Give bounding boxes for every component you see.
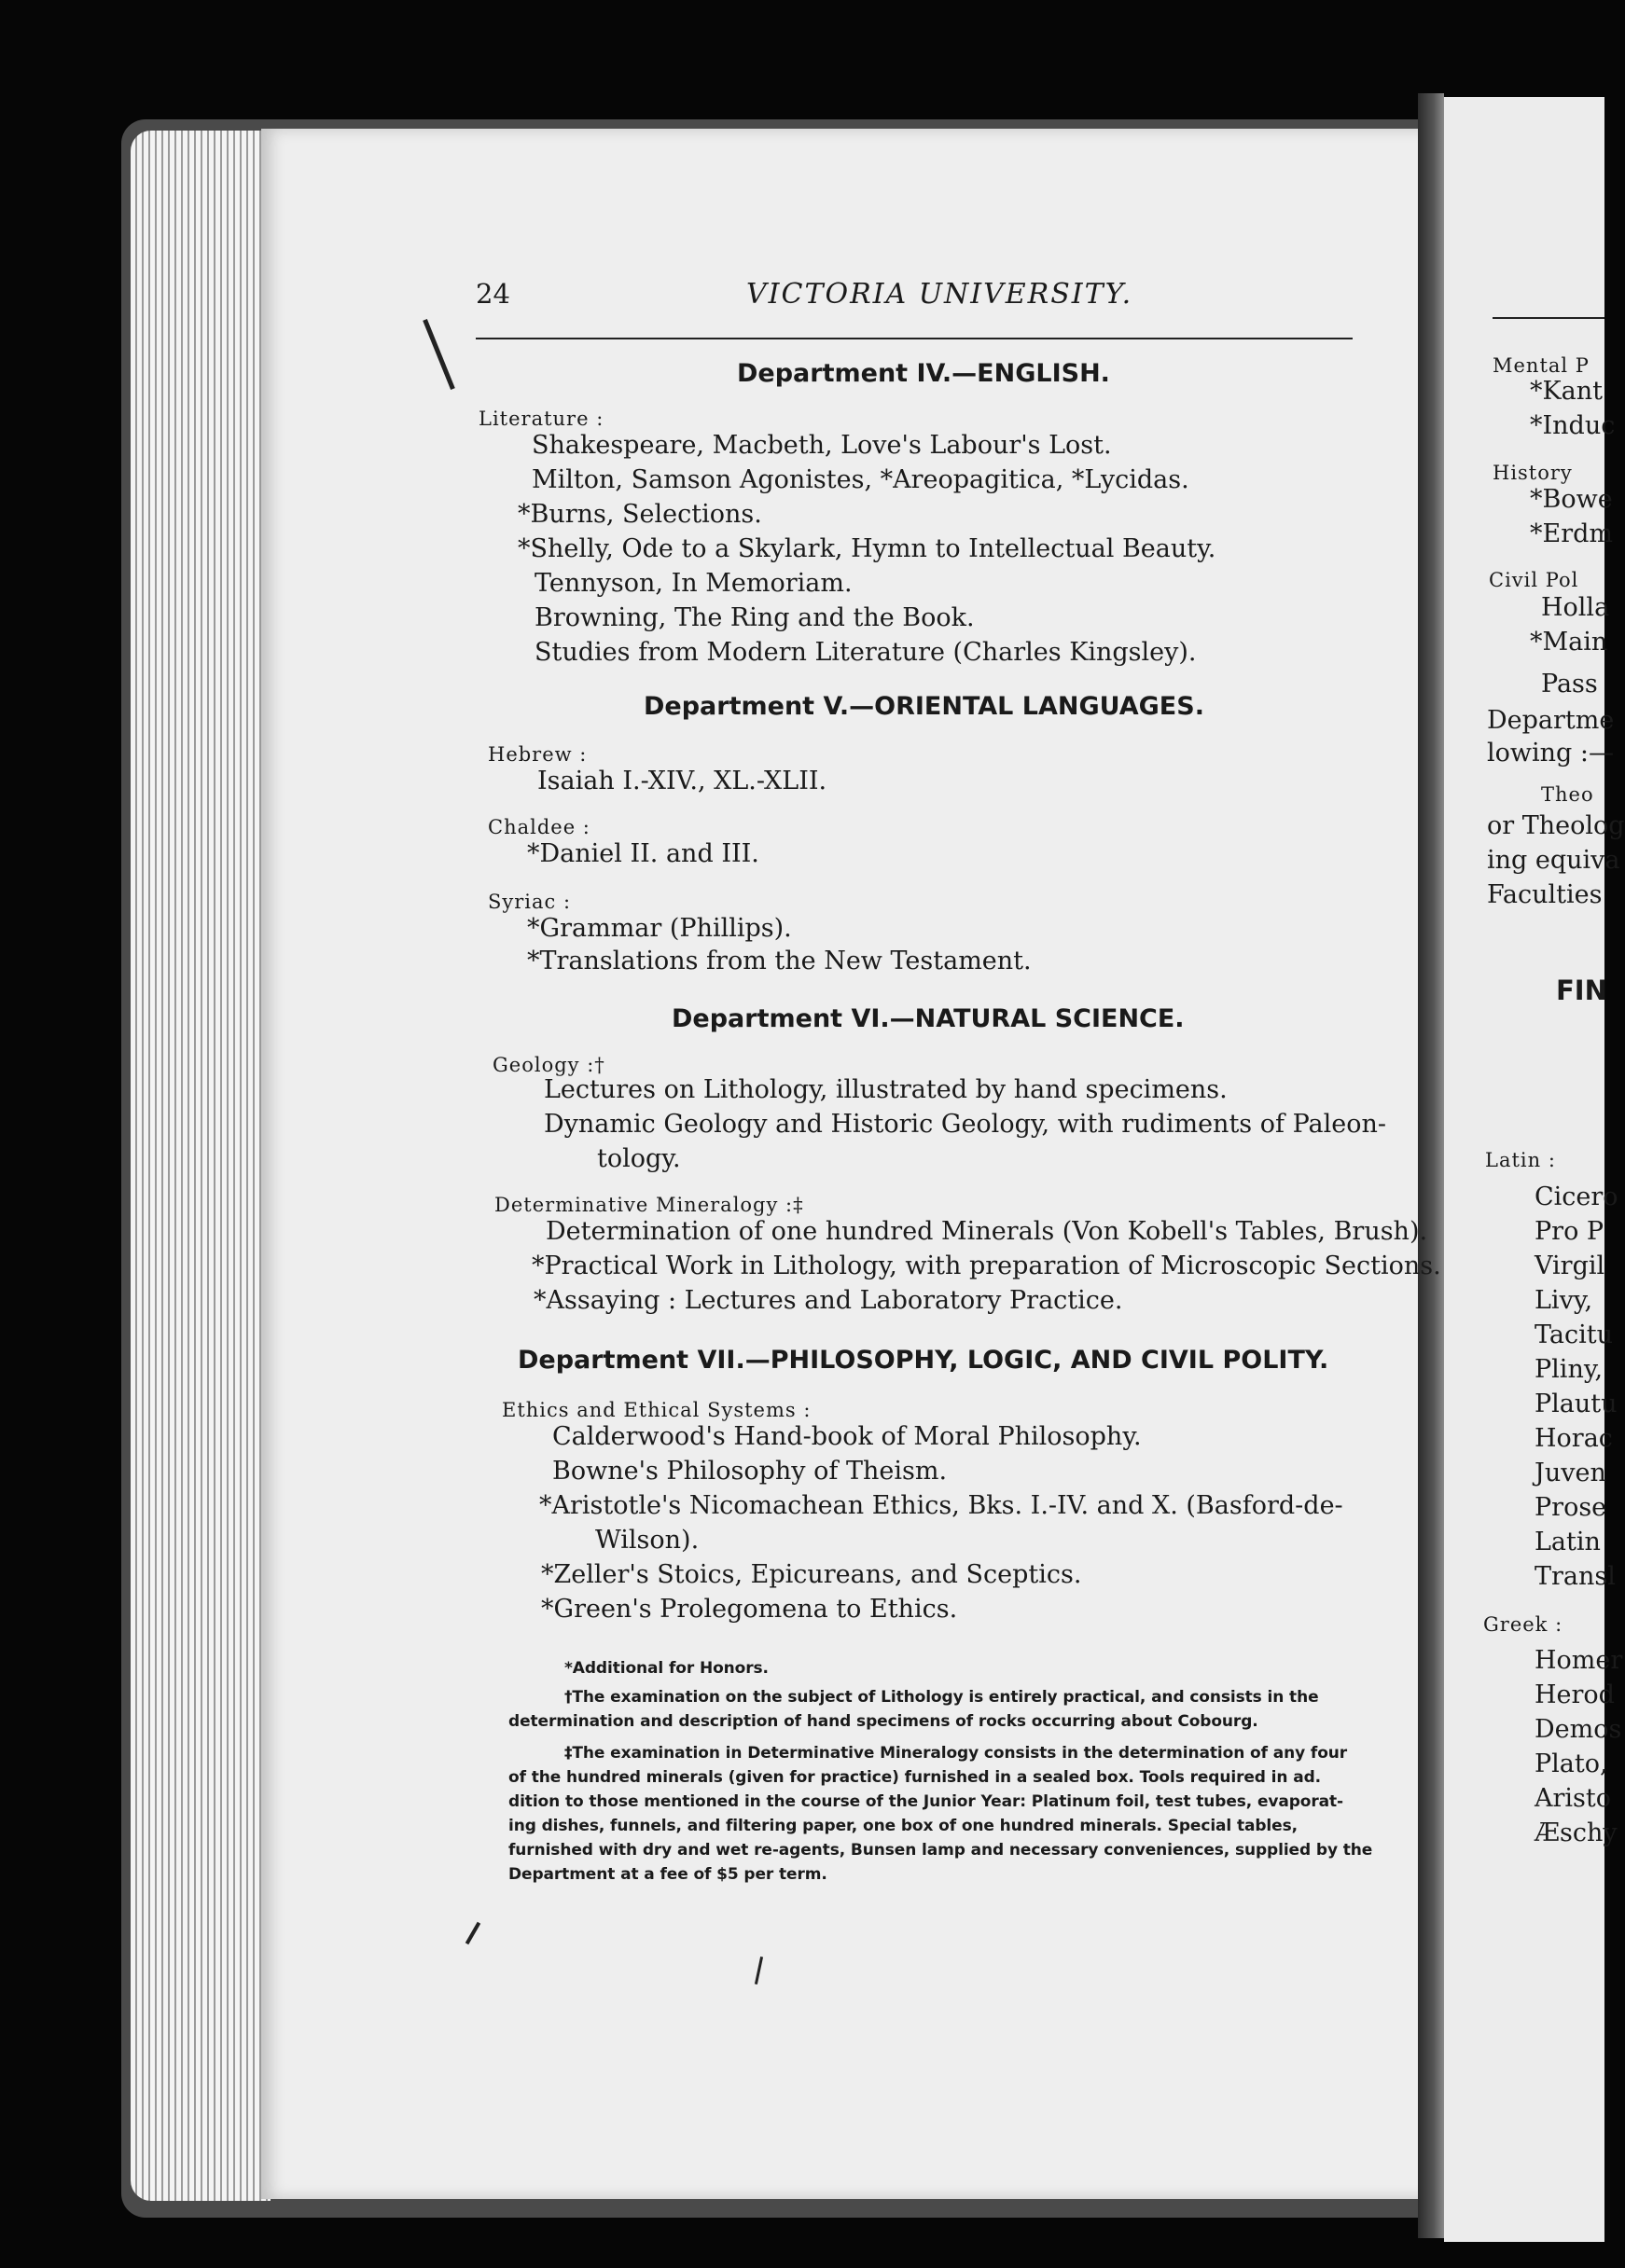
right-line: *Main [1530,628,1608,657]
ethics-item: *Zeller's Stoics, Epicureans, and Sceptics. [541,1560,1082,1589]
right-line: Herod [1535,1680,1615,1709]
syriac-heading: Syriac : [488,891,572,913]
right-line: Tacitu [1535,1321,1614,1349]
right-line: Departme [1487,706,1615,735]
department-iv-heading: Department IV.—ENGLISH. [737,359,1110,388]
ethics-item: *Green's Prolegomena to Ethics. [541,1595,958,1624]
header-rule [476,338,1353,339]
right-line: *Induc [1530,411,1616,440]
right-line: Latin : [1485,1149,1556,1171]
literature-item: *Burns, Selections. [518,500,762,529]
ethics-item: Wilson). [595,1526,700,1555]
literature-item: Studies from Modern Literature (Charles Kingsley). [535,638,1197,667]
book-gutter [1418,93,1444,2238]
ethics-item: Calderwood's Hand-book of Moral Philosophy. [552,1422,1142,1451]
right-line: Æschy [1535,1819,1618,1847]
literature-heading: Literature : [479,408,604,430]
right-line: Latin [1535,1528,1601,1556]
right-line: Demos [1535,1715,1622,1744]
right-line: History [1493,462,1573,484]
right-line: Plato, [1535,1749,1608,1778]
literature-item: Milton, Samson Agonistes, *Areopagitica, *Lycidas. [532,465,1189,494]
footnote-line: Department at a fee of $5 per term. [508,1865,827,1884]
right-line: *Bowe [1530,485,1613,514]
mineralogy-item: *Assaying : Lectures and Laboratory Practice. [534,1286,1123,1315]
geology-heading: Geology :† [493,1054,605,1076]
right-line: Theo [1541,783,1594,806]
department-vi-heading: Department VI.—NATURAL SCIENCE. [672,1004,1185,1033]
literature-item: Tennyson, In Memoriam. [535,569,853,598]
footnote-line: dition to those mentioned in the course of the Junior Year: Platinum foil, test tubes, evaporat- [508,1792,1344,1811]
mineralogy-item: Determination of one hundred Minerals (Von Kobell's Tables, Brush). [546,1217,1428,1246]
page-header [476,278,1353,325]
ethics-item: *Aristotle's Nicomachean Ethics, Bks. I.-IV. and X. (Basford-de- [539,1491,1343,1520]
ethics-item: Bowne's Philosophy of Theism. [552,1457,948,1486]
mineralogy-item: *Practical Work in Lithology, with preparation of Microscopic Sections. [532,1252,1441,1280]
department-vii-heading: Department VII.—PHILOSOPHY, LOGIC, AND CIVIL POLITY. [518,1346,1329,1375]
right-line: Virgil [1535,1252,1605,1280]
geology-item: tology. [597,1144,681,1173]
right-line: Mental P [1493,354,1590,377]
right-line: or Theolog [1487,811,1625,840]
footnote-line: ing dishes, funnels, and filtering paper, one box of one hundred minerals. Special tables, [508,1817,1298,1835]
chaldee-item: *Daniel II. and III. [527,839,759,868]
right-line: Plautu [1535,1390,1618,1418]
geology-item: Dynamic Geology and Historic Geology, with rudiments of Paleon- [544,1110,1386,1139]
department-v-heading: Department V.—ORIENTAL LANGUAGES. [644,692,1204,721]
right-line: Pliny, [1535,1355,1604,1384]
right-line: lowing :— [1487,739,1614,768]
geology-item: Lectures on Lithology, illustrated by hand specimens. [544,1075,1228,1104]
page-edges [131,131,271,2201]
right-header-rule [1493,317,1604,319]
ethics-heading: Ethics and Ethical Systems : [502,1399,812,1421]
right-line: Transl [1535,1562,1616,1591]
footnote-line: ‡The examination in Determinative Mineralogy consists in the determination of any four [564,1744,1348,1763]
chaldee-heading: Chaldee : [488,816,590,838]
right-line: Livy, [1535,1286,1593,1315]
right-line: Aristo [1535,1784,1612,1813]
right-line: Pass [1541,670,1598,698]
right-line: Greek : [1483,1613,1563,1636]
right-line: *Kant [1530,377,1604,406]
syriac-item: *Grammar (Phillips). [527,914,792,943]
right-line: Homer [1535,1646,1623,1675]
literature-item: *Shelly, Ode to a Skylark, Hymn to Intellectual Beauty. [518,534,1216,563]
mineralogy-heading: Determinative Mineralogy :‡ [494,1194,804,1216]
right-line: *Erdm [1530,519,1614,548]
hebrew-item: Isaiah I.-XIV., XL.-XLII. [537,767,827,795]
right-line: Cicero [1535,1182,1618,1211]
literature-item: Shakespeare, Macbeth, Love's Labour's Lost. [532,431,1112,460]
hebrew-heading: Hebrew : [488,743,588,766]
right-line: Holla [1541,593,1610,622]
right-line: ing equiva [1487,846,1620,875]
footnote-line: furnished with dry and wet re-agents, Bunsen lamp and necessary conveniences, supplied by the [508,1841,1373,1860]
right-line: FIN [1556,975,1607,1006]
footnote-line: †The examination on the subject of Lithology is entirely practical, and consists in the [564,1688,1319,1707]
running-title: VICTORIA UNIVERSITY. [746,278,1133,311]
right-line: Juven [1535,1459,1606,1487]
right-line: Civil Pol [1489,569,1579,591]
footnote-line: of the hundred minerals (given for practice) furnished in a sealed box. Tools required in ad. [508,1768,1322,1787]
page-number: 24 [476,278,510,310]
syriac-item: *Translations from the New Testament. [527,947,1032,975]
footnote-line: *Additional for Honors. [564,1659,769,1678]
footnote-line: determination and description of hand specimens of rocks occurring about Cobourg. [508,1712,1258,1731]
right-line: Prose [1535,1493,1607,1522]
right-line: Faculties [1487,880,1603,909]
right-line: Pro P [1535,1217,1604,1246]
literature-item: Browning, The Ring and the Book. [535,603,975,632]
right-line: Horac [1535,1424,1613,1453]
